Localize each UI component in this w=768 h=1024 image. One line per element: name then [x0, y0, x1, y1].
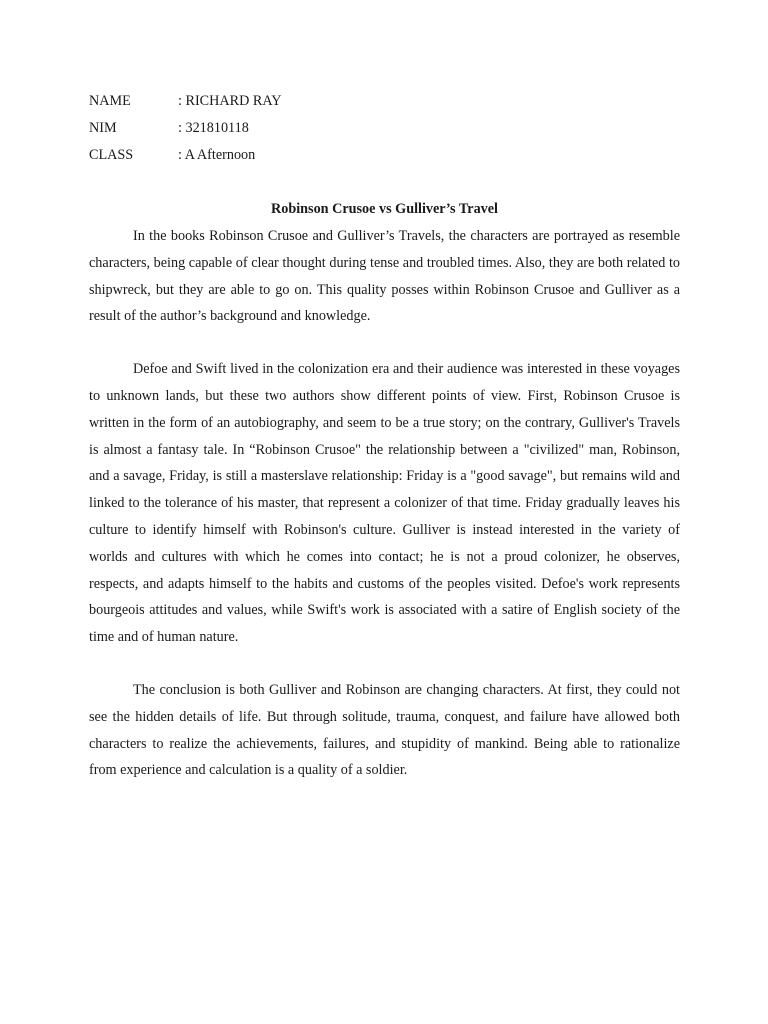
student-info-block — [89, 90, 489, 171]
name-row — [89, 90, 489, 117]
name-value: : RICHARD RAY — [178, 93, 282, 109]
paragraph-2: Defoe and Swift lived in the colonization era and their audience was interested in these voyages to unknown lands, but these two authors show different points of view. First, Robinson Crusoe is written in the form of an autobiography, and seem to be a true story; on the contrary, Gulliver's Travels is almost a fantasy tale. In “Robinson Crusoe" the relationship between a "civilized" man, Robinson, and a savage, Friday, is still a masterslave relationship: Friday is a "good savage", but remains wild and linked to the tolerance of his master, that represent a colonizer of that time. Friday gradually leaves his culture to identify himself with Robinson's culture. Gulliver is instead interested in the variety of worlds and cultures with which he comes into contact; he is not a proud colonizer, he observes, respects, and adapts himself to the habits and customs of the peoples visited. Defoe's work represents bourgeois attitudes and values, while Swift's work is associated with a satire of English society of the time and of human nature. — [89, 361, 680, 646]
class-label: CLASS — [89, 147, 134, 163]
nim-label: NIM — [89, 120, 117, 136]
essay-title: Robinson Crusoe vs Gulliver’s Travel — [270, 201, 498, 217]
paragraph-3: The conclusion is both Gulliver and Robinson are changing characters. At first, they could not see the hidden details of life. But through solitude, trauma, conquest, and failure have allowed both characters to realize the achievements, failures, and stupidity of mankind. Being able to rationalize from experience and calculation is a quality of a soldier. — [89, 681, 680, 779]
nim-value: : 321810118 — [178, 120, 249, 136]
name-label: NAME — [89, 93, 131, 109]
essay-body — [89, 223, 680, 810]
paragraph-1: In the books Robinson Crusoe and Gulliver’s Travels, the characters are portrayed as resemble characters, being capable of clear thought during tense and troubled times. Also, they are both related to shipwreck, but they are able to go on. This quality posses within Robinson Crusoe and Gulliver as a result of the author’s background and knowledge. — [89, 228, 680, 325]
class-value: : A Afternoon — [178, 147, 256, 163]
class-row — [89, 144, 489, 171]
nim-row — [89, 117, 489, 144]
